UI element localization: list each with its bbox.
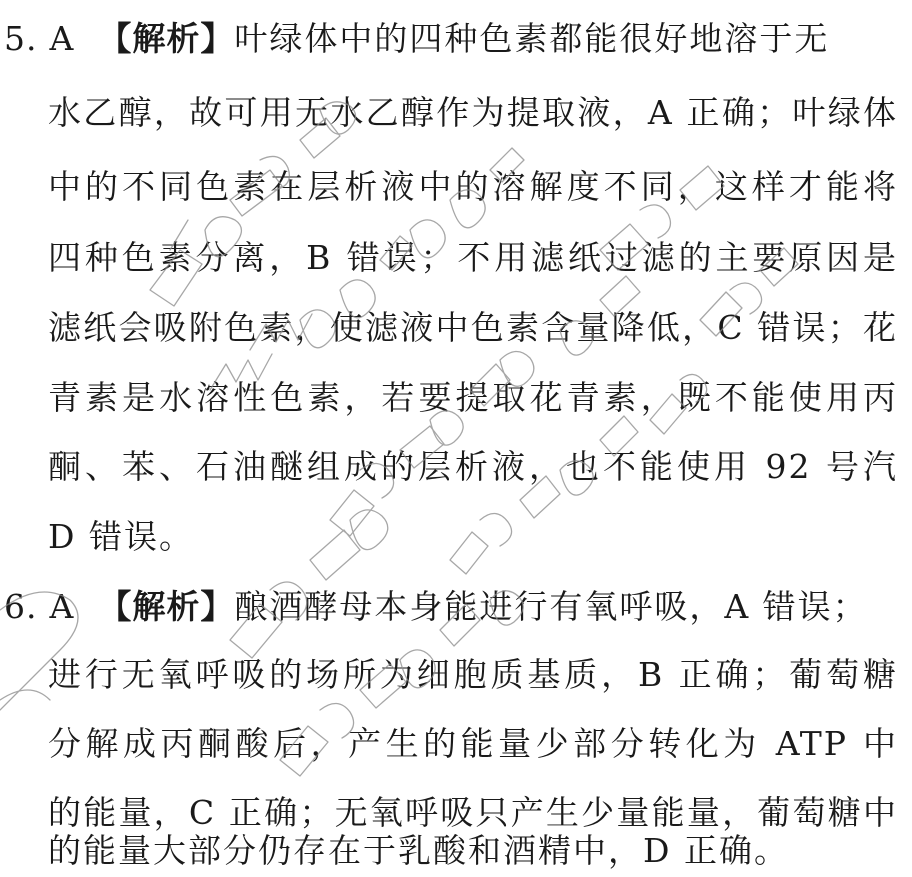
answer-choice: A: [49, 19, 75, 58]
answer-5-line: 水乙醇，故可用无水乙醇作为提取液，A 正确；叶绿体: [48, 93, 898, 132]
answer-5-line: 青素是水溶性色素，若要提取花青素，既不能使用丙: [48, 378, 898, 417]
answer-5-line: D 错误。: [48, 517, 194, 556]
analysis-text: 酿酒酵母本身能进行有氧呼吸，A 错误；: [234, 587, 868, 626]
answer-5-line: 四种色素分离，B 错误；不用滤纸过滤的主要原因是: [48, 238, 898, 277]
answer-6-first-line: [4, 582, 899, 632]
question-number: 5.: [4, 19, 38, 58]
analysis-tag: 【解析】: [98, 19, 235, 58]
question-number: 6.: [4, 587, 38, 626]
answer-5-line: 滤纸会吸附色素，使滤液中色素含量降低，C 错误；花: [48, 308, 898, 347]
analysis-text: 叶绿体中的四种色素都能很好地溶于无: [234, 19, 830, 58]
answer-6-line: 进行无氧呼吸的场所为细胞质基质，B 正确；葡萄糖: [48, 655, 898, 694]
answer-6-line: 分解成丙酮酸后，产生的能量少部分转化为 ATP 中: [48, 724, 898, 763]
answer-5-first-line: [4, 14, 899, 64]
answer-5-line: 酮、苯、石油醚组成的层析液，也不能使用 92 号汽: [48, 447, 898, 486]
answer-6-line: 的能量大部分仍存在于乳酸和酒精中，D 正确。: [48, 831, 789, 870]
answer-choice: A: [49, 587, 75, 626]
answer-6-line: 的能量，C 正确；无氧呼吸只产生少量能量，葡萄糖中: [48, 793, 898, 832]
analysis-tag: 【解析】: [98, 587, 235, 626]
answer-5-line: 中的不同色素在层析液中的溶解度不同，这样才能将: [48, 167, 898, 206]
